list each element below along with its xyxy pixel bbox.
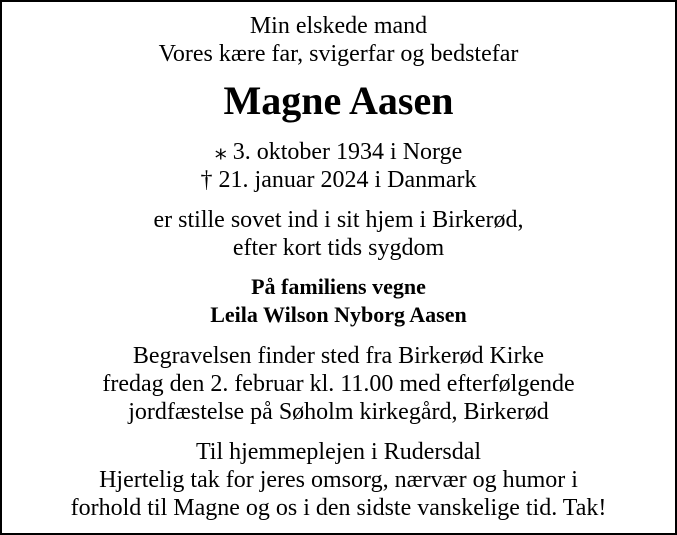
birth-line — [2, 138, 675, 166]
passing-line-2: efter kort tids sygdom — [232, 235, 445, 261]
birth-date: 3. oktober 1934 i Norge — [232, 139, 463, 165]
thanks-line-1: Til hjemmeplejen i Rudersdal — [195, 439, 482, 465]
birth-star-icon: ⁎ — [214, 139, 227, 165]
thanks-line-2: Hjertelig tak for jeres omsorg, nærvær og humor i — [99, 467, 578, 493]
funeral-line-2: fredag den 2. februar kl. 11.00 med efterfølgende — [102, 371, 575, 397]
intro-line-1: Min elskede mand — [249, 13, 428, 39]
deceased-name: Magne Aasen — [223, 78, 454, 123]
cross-icon: † — [200, 167, 213, 193]
death-line — [2, 166, 675, 194]
death-date: 21. januar 2024 i Danmark — [218, 167, 477, 193]
intro-line-2: Vores kære far, svigerfar og bedstefar — [158, 41, 519, 67]
family-line-1: På familiens vegne — [251, 274, 426, 299]
funeral-line-1: Begravelsen finder sted fra Birkerød Kirke — [132, 343, 545, 369]
family-line-2: Leila Wilson Nyborg Aasen — [210, 302, 467, 327]
passing-line-1: er stille sovet ind i sit hjem i Birkerød, — [153, 207, 524, 233]
funeral-line-3: jordfæstelse på Søholm kirkegård, Birkerød — [128, 399, 549, 425]
thanks-line-3: forhold til Magne og os i den sidste vanskelige tid. Tak! — [70, 495, 607, 521]
